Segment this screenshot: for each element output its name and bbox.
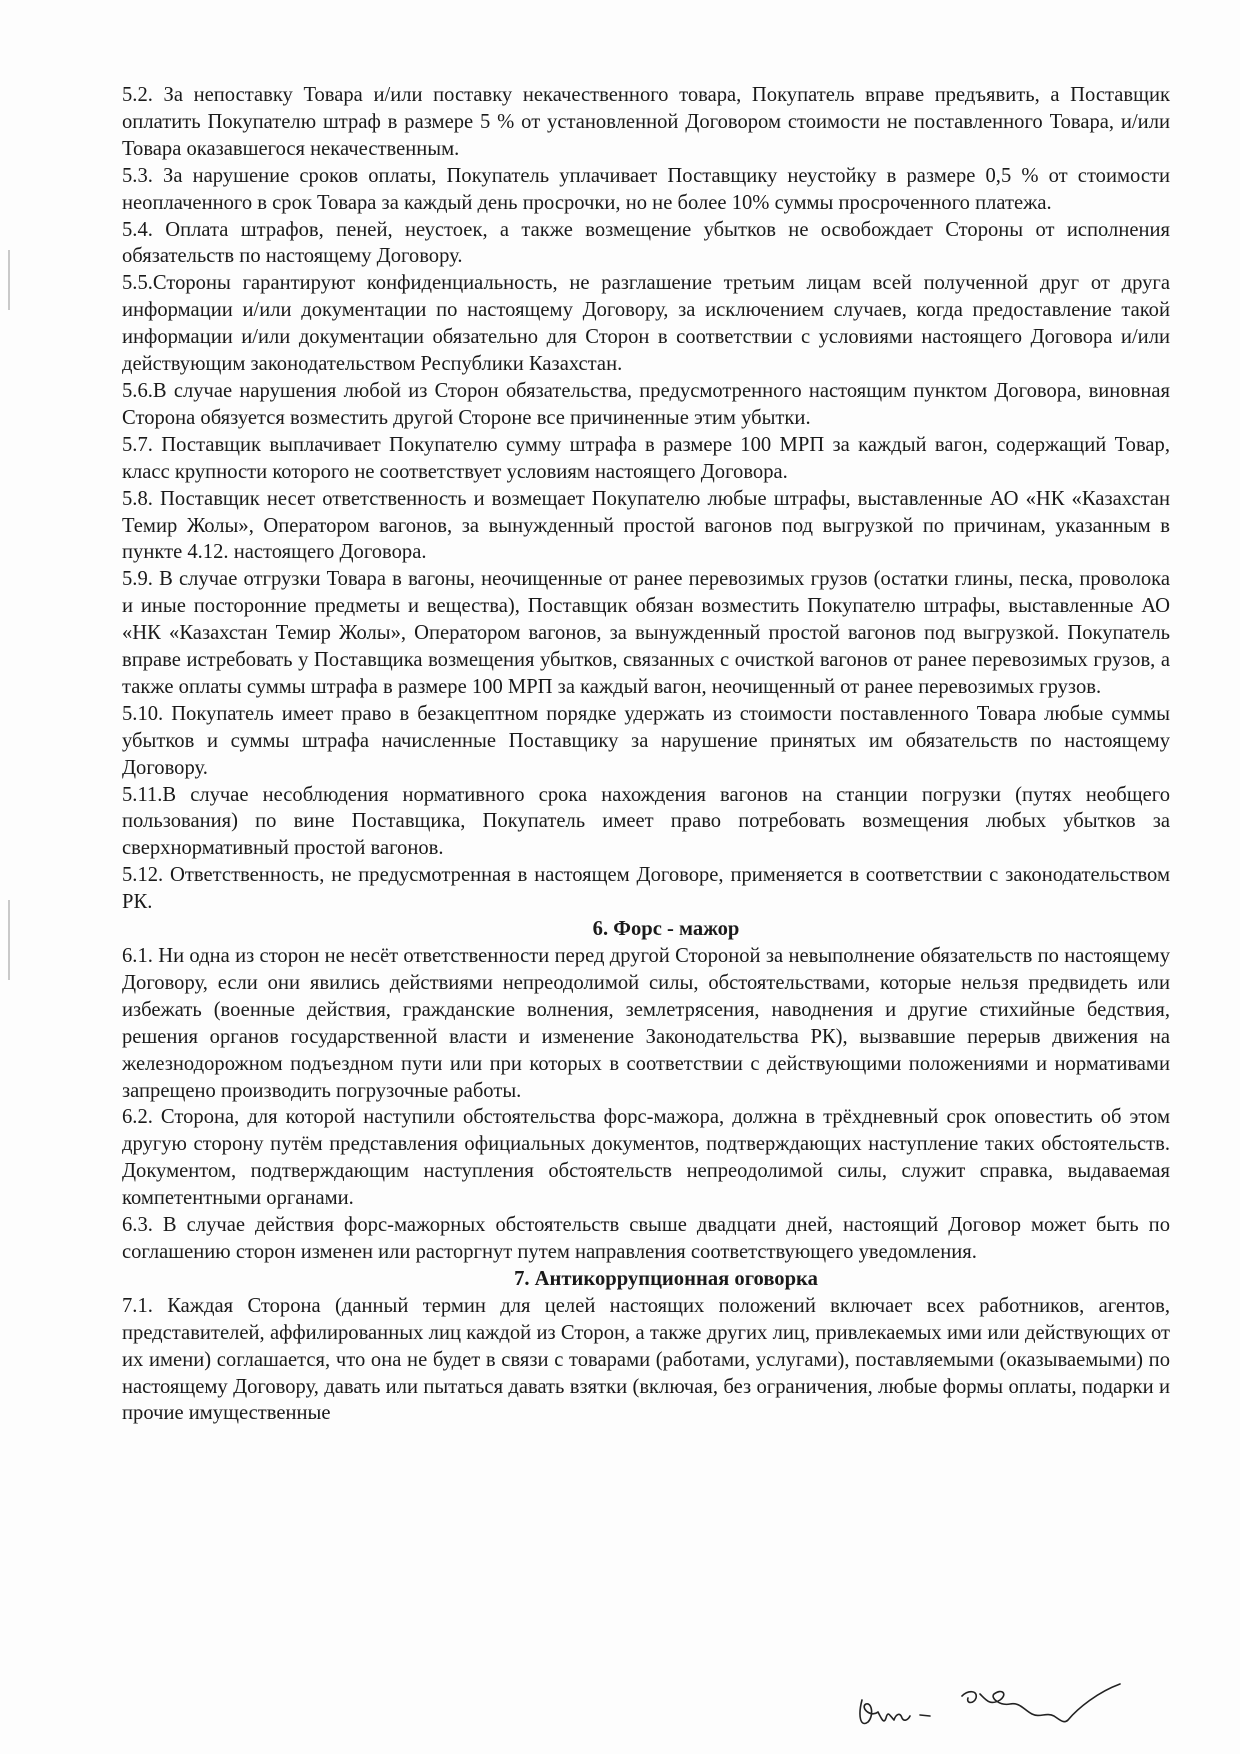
clause-5-9: 5.9. В случае отгрузки Товара в вагоны, неочищенные от ранее перевозимых грузов (остатки глины, песка, проволока и иные посторонние предметы и вещества), Поставщик обязан возместить Покупателю штрафы, выставленные АО «НК «Казахстан Темир Жолы», Оператором вагонов, за вынужденный простой вагонов под выгрузкой. Покупатель вправе истребовать у Поставщика возмещения убытков, связанных с очисткой вагонов от ранее перевозимых грузов, а также оплаты суммы штрафа в размере 100 МРП за каждый вагон, неочищенный от ранее перевозимых грузов. <box>122 568 1170 698</box>
clause-5-11: 5.11.В случае несоблюдения нормативного срока нахождения вагонов на станции погрузки (путях необщего пользования) по вине Поставщика, Покупатель имеет право потребовать возмещения любых убытков за сверхнормативный простой вагонов. <box>122 783 1170 860</box>
clause-6-1: 6.1. Ни одна из сторон не несёт ответственности перед другой Стороной за невыполнение обязательств по настоящему Договору, если они явились действиями непреодолимой силы, обстоятельствами, которые нельзя предвидеть или избежать (военные действия, гражданские волнения, землетрясения, наводнения и другие стихийные бедствия, решения органов государственной власти и изменение Законодательства РК), вызвавшие перерыв движения на железнодорожном подъездном пути или при которых в соответствии с действующими положениями и нормативами запрещено производить погрузочные работы. <box>122 945 1170 1102</box>
clause-5-7: 5.7. Поставщик выплачивает Покупателю сумму штрафа в размере 100 МРП за каждый вагон, содержащий Товар, класс крупности которого не соответствует условиям настоящего Договора. <box>122 433 1170 483</box>
clause-6-2: 6.2. Сторона, для которой наступили обстоятельства форс-мажора, должна в трёхдневный срок оповестить об этом другую сторону путём представления официальных документов, подтверждающих наступление таких обстоятельств. Документом, подтверждающим наступления обстоятельств непреодолимой силы, служит справка, выдаваемая компетентными органами. <box>122 1106 1170 1210</box>
clause-7-1: 7.1. Каждая Сторона (данный термин для целей настоящих положений включает всех работников, агентов, представителей, аффилированных лиц каждой из Сторон, а также других лиц, привлекаемых ими или действующих от их имени) соглашается, что она не будет в связи с товарами (работами, услугами), поставляемыми (оказываемыми) по настоящему Договору, давать или пытаться давать взятки (включая, без ограничения, любые формы оплаты, подарки и прочие имущественные <box>122 1294 1170 1425</box>
clause-5-8: 5.8. Поставщик несет ответственность и возмещает Покупателю любые штрафы, выставленные АО «НК «Казахстан Темир Жолы», Оператором вагонов, за вынужденный простой вагонов под выгрузкой по причинам, указанным в пункте 4.12. настоящего Договора. <box>122 487 1170 564</box>
clause-5-2: 5.2. За непоставку Товара и/или поставку некачественного товара, Покупатель вправе предъявить, а Поставщик оплатить Покупателю штраф в размере 5 % от установленной Договором стоимости не поставленного Товара, и/или Товара оказавшегося некачественным. <box>122 84 1170 160</box>
scan-edge-mark <box>8 900 10 980</box>
document-body <box>122 82 1170 1427</box>
clause-5-6: 5.6.В случае нарушения любой из Сторон обязательства, предусмотренного настоящим пунктом Договора, виновная Сторона обязуется возместить другой Стороне все причиненные этим убытки. <box>122 379 1170 429</box>
signature-image <box>850 1660 1180 1740</box>
clause-5-10: 5.10. Покупатель имеет право в безакцептном порядке удержать из стоимости поставленного Товара любые суммы убытков и суммы штрафа начисленные Поставщику за нарушение принятых им обязательств по настоящему Договору. <box>122 702 1170 779</box>
section-6-heading: 6. Форс - мажор <box>592 918 740 941</box>
clause-6-3: 6.3. В случае действия форс-мажорных обстоятельств свыше двадцати дней, настоящий Договор может быть по соглашению сторон изменен или расторгнут путем направления соответствующего уведомления. <box>122 1214 1170 1263</box>
clause-5-5: 5.5.Стороны гарантируют конфиденциальность, не разглашение третьим лицам всей полученной друг от друга информации и/или документации по настоящему Договору, за исключением случаев, когда предоставление такой информации и/или документации обязательно для Сторон в соответствии с условиями настоящего Договора и/или действующим законодательством Республики Казахстан. <box>122 272 1170 376</box>
scan-edge-mark <box>8 250 10 310</box>
clause-5-12: 5.12. Ответственность, не предусмотренная в настоящем Договоре, применяется в соответствии с законодательством РК. <box>122 864 1170 914</box>
clause-5-4: 5.4. Оплата штрафов, пеней, неустоек, а также возмещение убытков не освобождает Стороны от исполнения обязательств по настоящему Договору. <box>122 218 1170 268</box>
clause-5-3: 5.3. За нарушение сроков оплаты, Покупатель уплачивает Поставщику неустойку в размере 0,5 % от стоимости неоплаченного в срок Товара за каждый день просрочки, но не более 10% суммы просроченного платежа. <box>122 164 1170 214</box>
section-7-heading: 7. Антикоррупционная оговорка <box>514 1267 818 1290</box>
